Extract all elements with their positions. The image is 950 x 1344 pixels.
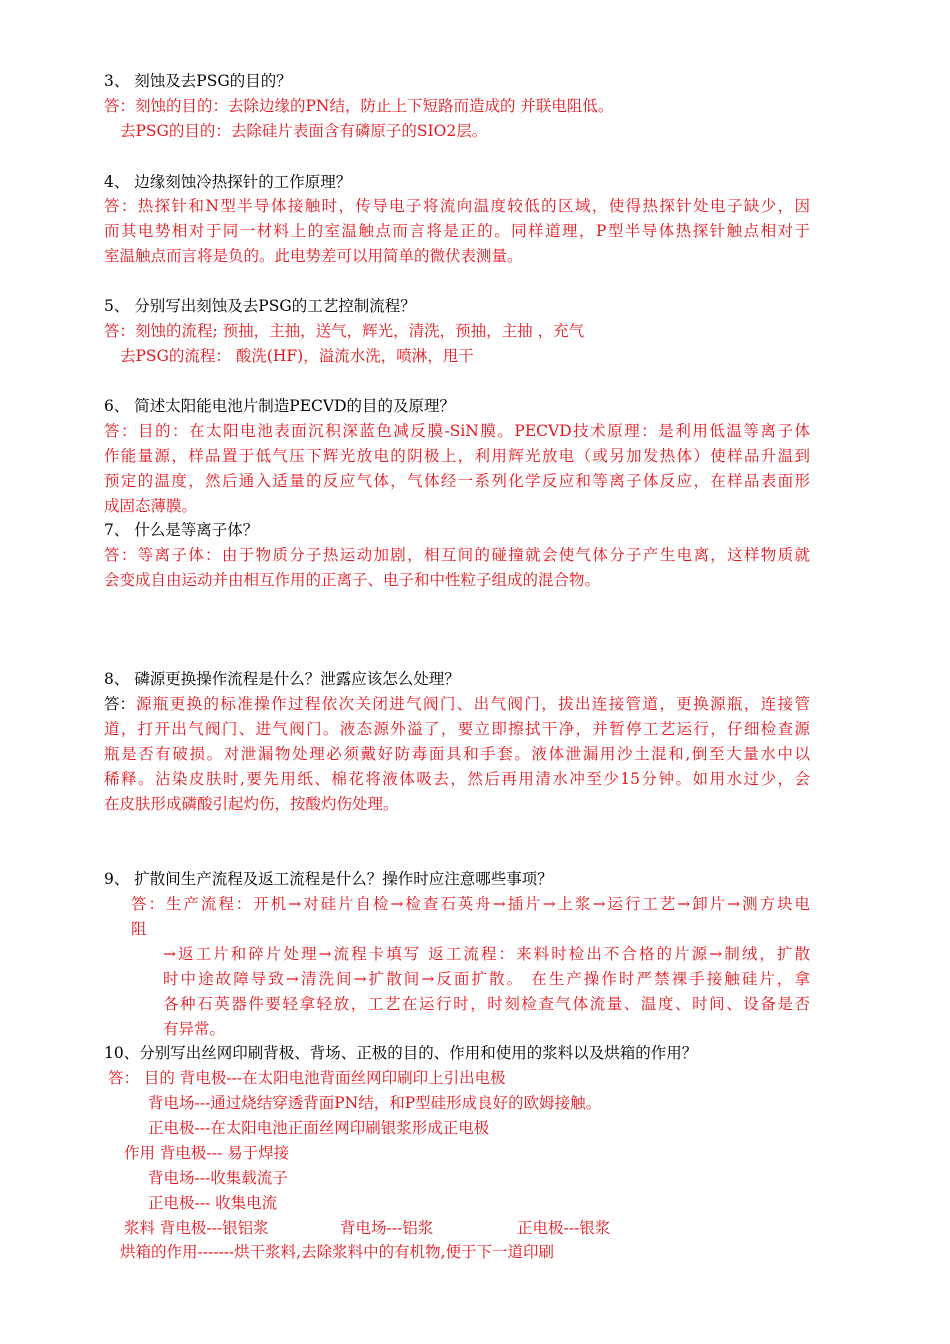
question-9: 9、 扩散间生产流程及返工流程是什么？操作时应注意哪些事项？: [104, 870, 553, 888]
answer-8-prefix: 答：: [104, 695, 136, 713]
answer-8-line-3: 瓶是否有破损。对泄漏物处理必须戴好防毒面具和手套。液体泄漏用沙土混和,倒至大量水中以: [104, 745, 810, 763]
question-3: 3、 刻蚀及去PSG的目的？: [104, 72, 292, 90]
answer-9-line-5: 各种石英器件要轻拿轻放，工艺在运行时，时刻检查气体流量、温度、时间、设备是否: [163, 995, 810, 1013]
answer-8-line-1: 源瓶更换的标准操作过程依次关闭进气阀门、出气阀门，拔出连接管道，更换源瓶，连接管: [136, 695, 810, 713]
answer-7-line-1: 答：等离子体：由于物质分子热运动加剧，相互间的碰撞就会使气体分子产生电离，这样物质就: [104, 546, 810, 564]
answer-10-line-7: 浆料 背电极---银铝浆: [124, 1219, 269, 1237]
answer-3-line-1: 答：刻蚀的目的：去除边缘的PN结，防止上下短路而造成的 并联电阻低。: [104, 97, 614, 115]
answer-6-line-1: 答：目的：在太阳电池表面沉积深蓝色减反膜-SiN膜。PECVD技术原理：是利用低温等离子体: [104, 422, 810, 440]
answer-10-line-2: 背电场---通过烧结穿透背面PN结，和P型硅形成良好的欧姆接触。: [148, 1094, 602, 1112]
answer-10-line-8: 背电场---铝浆: [340, 1219, 434, 1237]
answer-8-line-4: 稀释。沾染皮肤时,要先用纸、棉花将液体吸去，然后再用清水冲至少15分钟。如用水过少，会: [104, 770, 810, 788]
question-5: 5、 分别写出刻蚀及去PSG的工艺控制流程？: [104, 297, 416, 315]
answer-10-line-4: 作用 背电极--- 易于焊接: [124, 1144, 290, 1162]
answer-4-line-1: 答：热探针和N型半导体接触时，传导电子将流向温度较低的区域，使得热探针处电子缺少，因: [104, 197, 810, 215]
answer-4-line-2: 而其电势相对于同一材料上的室温触点而言将是正的。同样道理，P型半导体热探针触点相对于: [104, 222, 810, 240]
answer-9-line-1: 答：生产流程：开机→对硅片自检→检查石英舟→插片→上浆→运行工艺→卸片→测方块电: [131, 895, 810, 913]
question-4: 4、 边缘刻蚀冷热探针的工作原理？: [104, 173, 352, 191]
answer-8-line-2: 道，打开出气阀门、进气阀门。液态源外溢了，要立即擦拭干净，并暂停工艺运行，仔细检查源: [104, 720, 810, 738]
answer-9-line-4: 时中途故障导致→清洗间→扩散间→反面扩散。 在生产操作时严禁裸手接触硅片，拿: [163, 970, 810, 988]
answer-10-line-5: 背电场---收集载流子: [148, 1169, 288, 1187]
answer-10-line-1: 答： 目的 背电极---在太阳电池背面丝网印刷印上引出电极: [108, 1069, 506, 1087]
answer-6-line-3: 预定的温度，然后通入适量的反应气体，气体经一系列化学反应和等离子体反应，在样品表面形: [104, 472, 810, 490]
question-8: 8、 磷源更换操作流程是什么？泄露应该怎么处理？: [104, 670, 460, 688]
question-6: 6、 简述太阳能电池片制造PECVD的目的及原理？: [104, 397, 456, 415]
answer-10-line-10: 烘箱的作用-------烘干浆料,去除浆料中的有机物,便于下一道印刷: [120, 1243, 555, 1261]
answer-10-line-6: 正电极--- 收集电流: [148, 1194, 278, 1212]
answer-10-line-9: 正电极---银浆: [517, 1219, 611, 1237]
question-7: 7、 什么是等离子体？: [104, 521, 259, 539]
answer-9-line-6: 有异常。: [163, 1020, 226, 1038]
answer-5-line-1: 答：刻蚀的流程; 预抽，主抽，送气，辉光，清洗，预抽，主抽 ，充气: [104, 322, 585, 340]
question-10: 10、分别写出丝网印刷背极、背场、正极的目的、作用和使用的浆料以及烘箱的作用？: [104, 1044, 698, 1062]
answer-9-line-3: →返工片和碎片处理→流程卡填写 返工流程：来料时检出不合格的片源→制绒，扩散: [163, 945, 810, 963]
answer-8-line-5: 在皮肤形成磷酸引起灼伤，按酸灼伤处理。: [104, 795, 399, 813]
answer-6-line-4: 成固态薄膜。: [104, 497, 198, 515]
answer-10-line-3: 正电极---在太阳电池正面丝网印刷银浆形成正电极: [148, 1119, 490, 1137]
answer-7-line-2: 会变成自由运动并由相互作用的正离子、电子和中性粒子组成的混合物。: [104, 571, 601, 589]
answer-6-line-2: 作能量源，样品置于低气压下辉光放电的阴极上，利用辉光放电（或另加发热体）使样品升温到: [104, 447, 810, 465]
answer-5-line-2: 去PSG的流程： 酸洗(HF)，溢流水洗，喷淋，甩干: [120, 347, 474, 365]
answer-9-line-2: 阻: [131, 920, 147, 938]
answer-3-line-2: 去PSG的目的：去除硅片表面含有磷原子的SIO2层。: [120, 122, 488, 140]
answer-4-line-3: 室温触点而言将是负的。此电势差可以用简单的微伏表测量。: [104, 247, 523, 265]
